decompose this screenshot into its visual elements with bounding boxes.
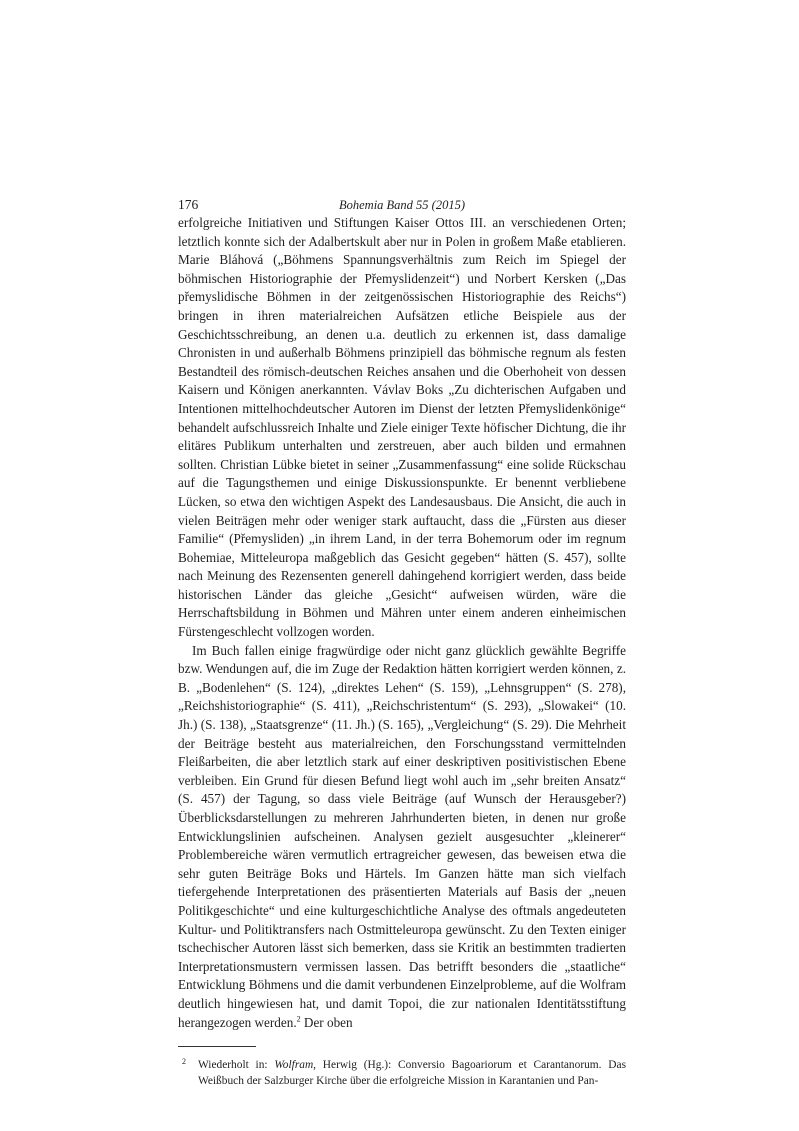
running-head bbox=[178, 196, 626, 214]
page bbox=[178, 196, 626, 1089]
paragraph-1: erfolgreiche Initiativen und Stiftungen Kaiser Ottos III. an verschiedenen Orten; letztlich konnte sich der Adalbertskult aber nur in Polen in großem Maße etablieren. Marie Bláhová („Böhmens Spannungsverhältnis zum Reich im Spiegel der böhmischen Historiographie der Přemyslidenzeit“) und Norbert Kersken („Das přemyslidische Böhmen in der zeitgenössischen Historiographie des Reichs“) bringen in ihren materialreichen Aufsätzen etliche Beispiele aus der Geschichtsschreibung, an denen u.a. deutlich zu erkennen ist, dass damalige Chronisten in und außerhalb Böhmens prinzipiell das böhmische regnum als festen Bestandteil des römisch-deutschen Reiches ansahen und die Oberhoheit von dessen Kaisern und Königen anerkannten. Vávlav Boks „Zu dichterischen Aufgaben und Intentionen mittelhochdeutscher Autoren im Dienst der letzten Přemyslidenkönige“ behandelt aufschlussreich Inhalte und Ziele einiger Texte höfischer Dichtung, die ihr elitäres Publikum unterhalten und zerstreuen, aber auch bilden und ermahnen sollten. Christian Lübke bietet in seiner „Zusammenfassung“ eine solide Rückschau auf die Tagungsthemen und einige Diskussionspunkte. Er benennt verbliebene Lücken, so etwa den wichtigen Aspekt des Landesausbaus. Die Ansicht, die auch in vielen Beiträgen mehr oder weniger stark auftaucht, dass die „Fürsten aus dieser Familie“ (Přemysliden) „in ihrem Land, in der terra Bohemorum oder im regnum Bohemiae, Mitteleuropa maßgeblich das Gesicht gegeben“ hätten (S. 457), sollte nach Meinung des Rezensenten generell dahingehend korrigiert werden, dass beide historischen Länder das gleiche „Gesicht“ aufweisen würden, wäre die Herrschaftsbildung in Böhmen und Mähren unter einem anderen einheimischen Fürstengeschlecht vollzogen worden. bbox=[178, 215, 626, 640]
page-number: 176 bbox=[178, 197, 199, 212]
paragraph-2-tail: Der oben bbox=[300, 1014, 353, 1030]
footnote-reference[interactable]: 2 bbox=[296, 1014, 301, 1024]
footnote-prefix: Wiederholt in: bbox=[198, 1059, 275, 1072]
body-text bbox=[178, 214, 626, 1032]
footnote bbox=[178, 1057, 626, 1089]
footnote-mark: 2 bbox=[182, 1057, 186, 1067]
footnote-divider bbox=[178, 1046, 256, 1047]
journal-title: Bohemia Band 55 (2015) bbox=[338, 198, 466, 212]
footnote-text: Herwig (Hg.): Conversio Bagoariorum et Carantanorum. Das Weißbuch der Salzburger Kirche über die erfolgreiche Mission in Karantanien und Pan- bbox=[198, 1059, 627, 1088]
paragraph-2-text: Im Buch fallen einige fragwürdige oder nicht ganz glücklich gewählte Begriffe bzw. Wendungen auf, die im Zuge der Redaktion hätten korrigiert werden können, z. B. „Bodenlehen“ (S. 124), „direktes Lehen“ (S. 159), „Lehnsgruppen“ (S. 278), „Reichshistoriographie“ (S. 411), „Reichschristentum“ (S. 293), „Slowakei“ (10. Jh.) (S. 138), „Staatsgrenze“ (11. Jh.) (S. 165), „Vergleichung“ (S. 29). Die Mehrheit der Beiträge besteht aus materialreichen, den Forschungsstand vermittelnden Fleißarbeiten, die aber letztlich stark auf einer deskriptiven positivistischen Ebene verbleiben. Ein Grund für diesen Befund liegt wohl auch im „sehr breiten Ansatz“ (S. 457) der Tagung, so dass viele Beiträge (auf Wunsch der Herausgeber?) Überblicksdarstellungen zu mehreren Jahrhunderten bieten, in denen nur große Entwicklungslinien aufscheinen. Analysen gezielt ausgesuchter „kleinerer“ Problembereiche wären vermutlich ertragreicher gewesen, das beweisen etwa die sehr guten Beiträge Boks und Härtels. Im Ganzen hätte man sich vielfach tiefergehende Interpretationen des präsentierten Materials auf Basis der „neuen Politikgeschichte“ und eine kulturgeschichtliche Analyse des oftmals angedeuteten Kultur- und Politiktransfers nach Ostmitteleuropa gewünscht. Zu den Texten einiger tschechischer Autoren lässt sich bemerken, dass sie Kritik an bestimmten tradierten Interpretationsmustern vermissen lassen. Das betrifft besonders die „staatliche“ Entwicklung Böhmens und die damit verbundenen Einzelprobleme, auf die Wolfram deutlich hingewiesen hat, und damit Topoi, die zur nationalen Identitätsstiftung herangezogen werden. bbox=[178, 642, 626, 1030]
paragraph-2 bbox=[178, 642, 626, 1032]
footnote-author: Wolfram, bbox=[274, 1059, 317, 1072]
